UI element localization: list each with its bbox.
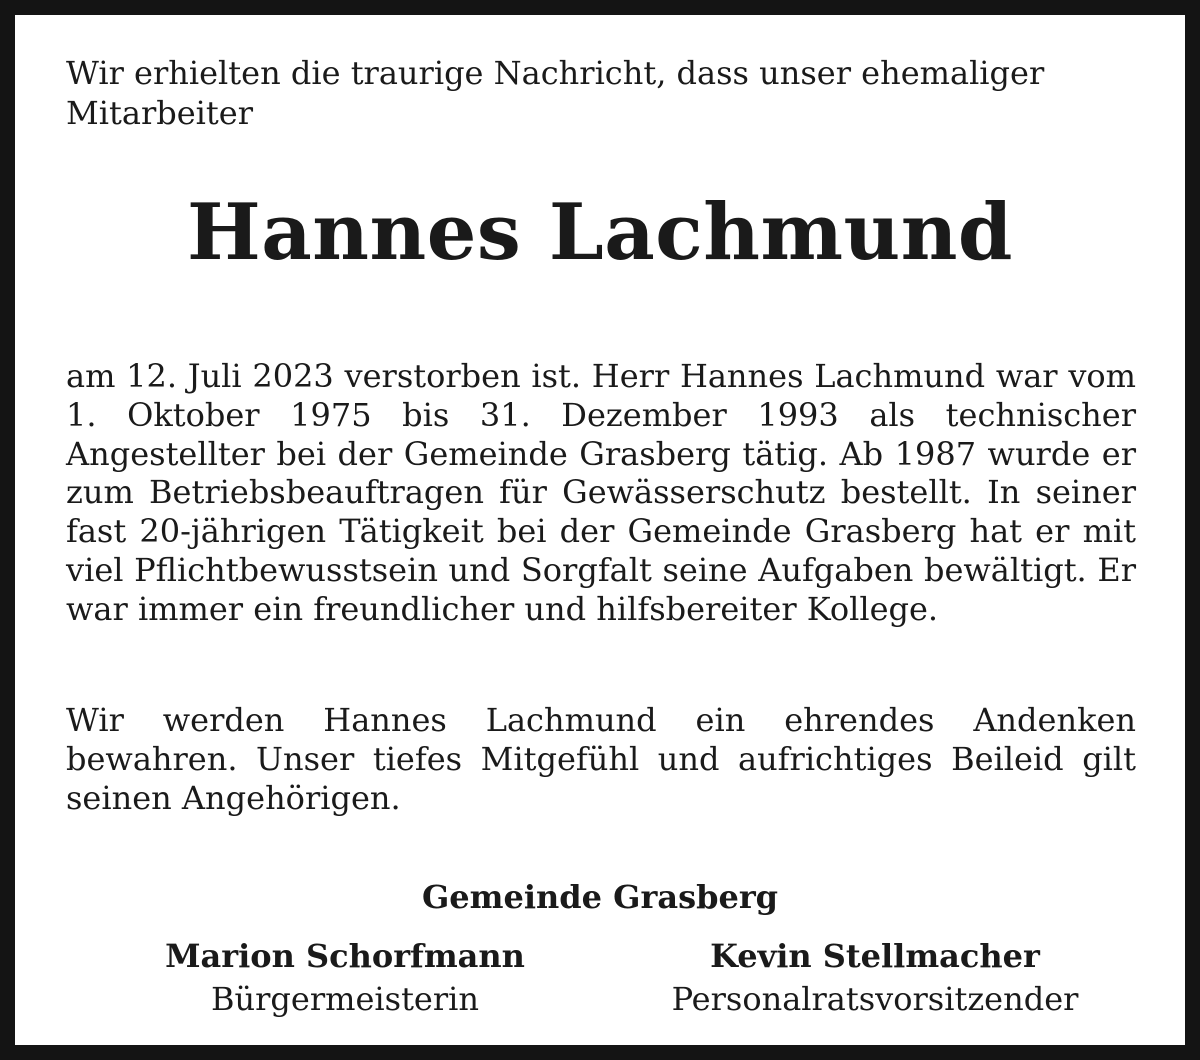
signatory-name: Marion Schorfmann	[165, 937, 525, 975]
obituary-paragraph-1: am 12. Juli 2023 verstorben ist. Herr Hannes Lachmund war vom 1. Oktober 1975 bis 31. Dezember 1993 als technischer Angestellter bei der Gemeinde Grasberg tätig. Ab 1987 wurde er zum Betriebsbeauftragen für Gewässerschutz bestellt. In seiner fast 20-jährigen Tätigkeit bei der Gemeinde Grasberg hat er mit viel Pflichtbewusstsein und Sorgfalt seine Aufgaben bewältigt. Er war immer ein freundlicher und hilfsbereiter Kollege.	[66, 357, 1136, 628]
signatory-name: Kevin Stellmacher	[710, 937, 1040, 975]
signatory-role: Personalratsvorsitzender	[671, 980, 1079, 1018]
signatory-council-chair	[615, 935, 1135, 1021]
signatory-mayor	[85, 935, 605, 1021]
deceased-name: Hannes Lachmund	[187, 187, 1013, 278]
organization-name: Gemeinde Grasberg	[421, 878, 779, 916]
intro-text: Wir erhielten die traurige Nachricht, dass unser ehemaliger Mitarbeiter	[66, 54, 1045, 132]
signatory-role: Bürgermeisterin	[210, 980, 479, 1018]
obituary-paragraph-2: Wir werden Hannes Lachmund ein ehrendes Andenken bewahren. Unser tiefes Mitgefühl und aufrichtiges Beileid gilt seinen Angehörigen.	[66, 701, 1136, 817]
